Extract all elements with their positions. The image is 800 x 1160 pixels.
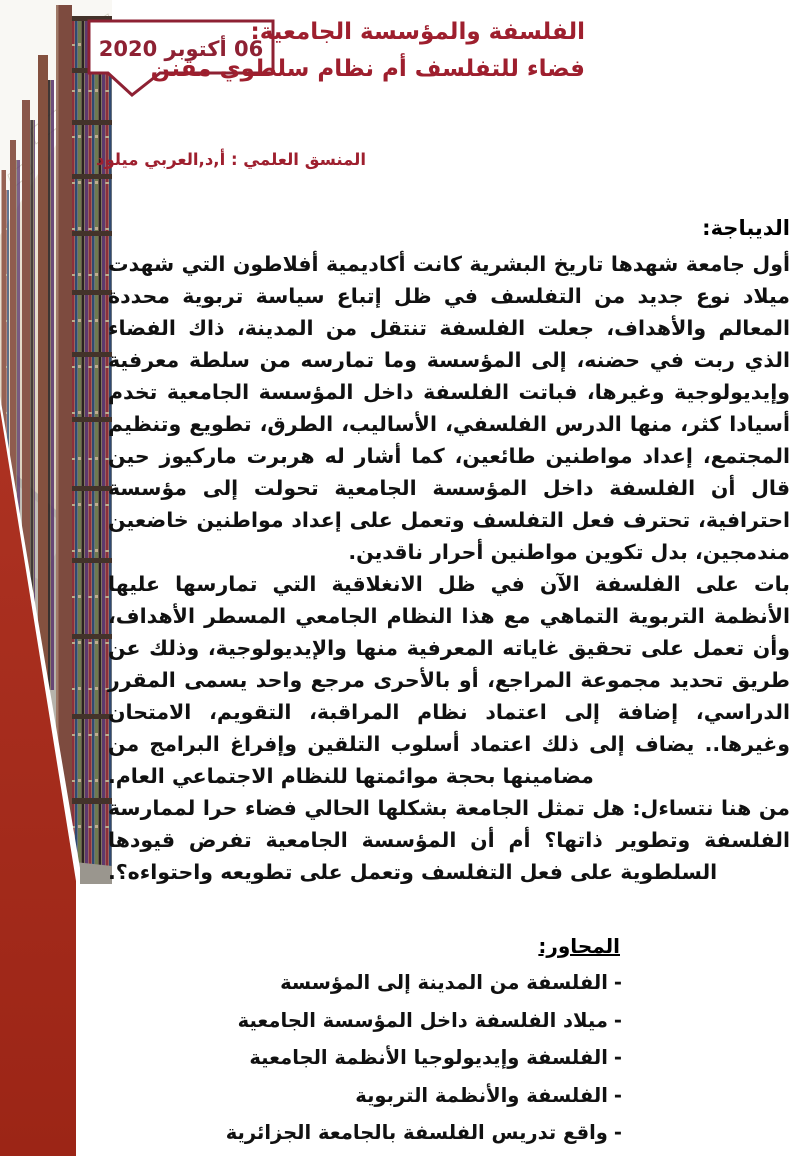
list-item [108,964,622,1002]
red-accent-wedge [0,390,90,1156]
preamble-heading: الديباجة: [702,216,790,240]
list-item [108,1002,622,1040]
page-title [151,14,585,88]
preamble-paragraph: بات على الفلسفة الآن في ظل الانغلاقية التي تمارسها عليها الأنظمة التربوية التماهي مع هذا النظام الجامعي المسطر الأهداف، وأن تعمل على تحقيق غاياته المعرفية منها والإيديولوجية، وذلك عن طريق تحديد مجموعة المراجع، أو بالأحرى مرجع واحد يسمى المقرر الدراسي، إضافة إلى اعتماد نظام المراقبة، التقويم، الامتحان وغيرها.. يضاف إلى ذلك اعتماد أسلوب التلقين وإفراغ البرامج من مضامينها بحجة موائمتها للنظام الاجتماعي العام. [108,572,790,788]
list-item [108,1039,622,1077]
list-item [108,1114,622,1152]
dash-bullet: - [613,1083,622,1107]
list-item [108,1077,622,1115]
preamble-paragraph: أول جامعة شهدها تاريخ البشرية كانت أكاديمية أفلاطون التي شهدت ميلاد نوع جديد من التفلسف في ظل إتباع سياسة تربوية محددة المعالم والأهداف، جعلت الفلسفة تنتقل من المدينة، ذاك الفضاء الذي ربت في حضنه، إلى المؤسسة وما تمارسه من سلطة معرفية وإيديولوجية وغيرها، فباتت الفلسفة داخل المؤسسة الجامعية تخدم أسيادا كثر، منها الدرس الفلسفي، الأساليب، الطرق، تطويع وتنظيم المجتمع، إعداد مواطنين طائعين، كما أشار له هربرت ماركيوز حين قال أن الفلسفة داخل المؤسسة الجامعية تحولت إلى مؤسسة احترافية، تحترف فعل التفلسف وتعمل على إعداد مواطنين خاضعين مندمجين، بدل تكوين مواطنين أحرار ناقدين. [108,252,790,564]
dash-bullet: - [613,1046,622,1069]
title-line-2: فضاء للتفلسف أم نظام سلطوي مقنن [150,56,585,82]
list-item-label: الفلسفة والأنظمة التربوية [355,1083,608,1107]
list-item-label: الفلسفة وإيديولوجيا الأنظمة الجامعية [249,1046,608,1069]
title-line-1: الفلسفة والمؤسسة الجامعية: [250,19,585,45]
date-text: 06 أكتوبر 2020 [98,37,264,61]
red-accent-wedge-art [0,390,90,1156]
dash-bullet: - [613,1008,622,1032]
axes-section [108,934,790,1152]
list-item-label: الفلسفة من المدينة إلى المؤسسة [280,971,608,994]
preamble-paragraph: من هنا نتساءل: هل تمثل الجامعة بشكلها الحالي فضاء حرا لممارسة الفلسفة وتطوير ذاتها؟ أم أن المؤسسة الجامعية تفرض قيودها السلطوية على فعل التفلسف وتعمل على تطويعه واحتواءه؟. [108,796,790,884]
list-item-label: واقع تدريس الفلسفة بالجامعة الجزائرية [225,1121,608,1144]
dash-bullet: - [613,1121,622,1144]
document-body [108,216,790,1152]
dash-bullet: - [613,971,622,994]
coordinator-line: المنسق العلمي : أ,د,العربي ميلود [96,150,367,169]
axes-heading: المحاور: [538,934,620,958]
list-item-label: ميلاد الفلسفة داخل المؤسسة الجامعية [237,1008,608,1032]
